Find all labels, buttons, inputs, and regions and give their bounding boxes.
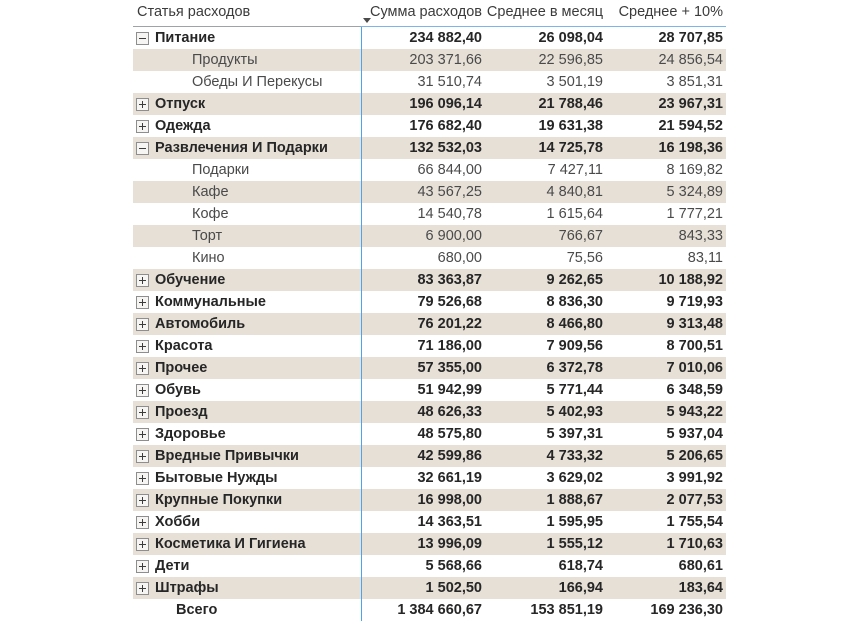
- cell-total: 48 575,80: [417, 426, 482, 442]
- plus-box-icon[interactable]: [136, 362, 149, 375]
- category-label: Обучение: [155, 272, 226, 288]
- cell-monthly-average: 3 501,19: [546, 74, 603, 90]
- cell-average-plus-10: 843,33: [678, 228, 723, 244]
- column-header-total[interactable]: [361, 0, 485, 20]
- minus-box-icon[interactable]: [136, 142, 149, 155]
- table-row[interactable]: [133, 181, 726, 203]
- cell-monthly-average: 1 888,67: [546, 492, 603, 508]
- cell-total: 43 567,25: [417, 184, 482, 200]
- cell-monthly-average: 4 733,32: [546, 448, 603, 464]
- plus-box-icon[interactable]: [136, 318, 149, 331]
- cell-category: [133, 30, 361, 46]
- category-label: Кофе: [192, 206, 229, 222]
- cell-monthly-average: 21 788,46: [538, 96, 603, 112]
- table-row[interactable]: [133, 137, 726, 159]
- column-header-total-label: Сумма расходов: [369, 4, 482, 20]
- cell-average-plus-10: 1 710,63: [666, 536, 723, 552]
- cell-category: [133, 316, 361, 332]
- cell-monthly-average: 5 402,93: [546, 404, 603, 420]
- cell-total: 48 626,33: [417, 404, 482, 420]
- plus-box-icon[interactable]: [136, 274, 149, 287]
- cell-monthly-average: 1 555,12: [546, 536, 603, 552]
- table-row[interactable]: [133, 159, 726, 181]
- column-header-monthly-average-label: Среднее в месяц: [486, 4, 603, 20]
- cell-monthly-average: 7 427,11: [547, 162, 603, 178]
- category-label: Одежда: [155, 118, 211, 134]
- cell-total: 13 996,09: [417, 536, 482, 552]
- cell-category: [133, 118, 361, 134]
- cell-category: [133, 536, 361, 552]
- category-label: Обеды И Перекусы: [192, 74, 323, 90]
- table-row[interactable]: [133, 203, 726, 225]
- category-label: Хобби: [155, 514, 201, 530]
- cell-average-plus-10: 680,61: [678, 558, 723, 574]
- cell-category: [133, 52, 361, 68]
- minus-box-icon[interactable]: [136, 32, 149, 45]
- cell-category: [133, 338, 361, 354]
- cell-average-plus-10: 169 236,30: [650, 602, 723, 618]
- cell-total: 31 510,74: [417, 74, 482, 90]
- category-label: Бытовые Нужды: [155, 470, 278, 486]
- cell-total: 680,00: [437, 250, 482, 266]
- cell-total: 1 502,50: [425, 580, 482, 596]
- table-row[interactable]: [133, 555, 726, 577]
- cell-total: 57 355,00: [417, 360, 482, 376]
- cell-total: 196 096,14: [409, 96, 482, 112]
- cell-monthly-average: 5 771,44: [546, 382, 603, 398]
- cell-average-plus-10: 8 700,51: [666, 338, 723, 354]
- table-row[interactable]: [133, 489, 726, 511]
- table-row[interactable]: [133, 401, 726, 423]
- cell-total: 42 599,86: [417, 448, 482, 464]
- cell-category: [133, 74, 361, 90]
- category-label: Торт: [192, 228, 223, 244]
- category-label: Подарки: [192, 162, 250, 178]
- cell-average-plus-10: 9 313,48: [666, 316, 723, 332]
- cell-category: [133, 514, 361, 530]
- cell-total: 16 998,00: [417, 492, 482, 508]
- cell-monthly-average: 6 372,78: [546, 360, 603, 376]
- category-label: Кафе: [192, 184, 229, 200]
- cell-total: 83 363,87: [417, 272, 482, 288]
- cell-category: [133, 360, 361, 376]
- cell-average-plus-10: 8 169,82: [666, 162, 723, 178]
- cell-category: [133, 404, 361, 420]
- cell-category: [133, 448, 361, 464]
- category-label: Продукты: [192, 52, 258, 68]
- cell-average-plus-10: 10 188,92: [658, 272, 723, 288]
- cell-monthly-average: 14 725,78: [538, 140, 603, 156]
- table-row[interactable]: [133, 423, 726, 445]
- cell-category: [133, 250, 361, 266]
- table-row[interactable]: [133, 335, 726, 357]
- plus-box-icon[interactable]: [136, 538, 149, 551]
- category-label: Вредные Привычки: [155, 448, 299, 464]
- cell-average-plus-10: 83,11: [687, 250, 723, 266]
- table-row[interactable]: [133, 445, 726, 467]
- cell-category: [133, 580, 361, 596]
- cell-total: 234 882,40: [409, 30, 482, 46]
- cell-monthly-average: 4 840,81: [546, 184, 603, 200]
- category-label: Косметика И Гигиена: [155, 536, 306, 552]
- table-row[interactable]: [133, 511, 726, 533]
- table-row[interactable]: [133, 225, 726, 247]
- cell-average-plus-10: 5 943,22: [666, 404, 723, 420]
- category-label: Проезд: [155, 404, 208, 420]
- cell-total: 32 661,19: [417, 470, 482, 486]
- cell-monthly-average: 166,94: [558, 580, 603, 596]
- cell-monthly-average: 7 909,56: [546, 338, 603, 354]
- cell-category: [133, 96, 361, 112]
- cell-total: 132 532,03: [409, 140, 482, 156]
- category-label: Штрафы: [155, 580, 219, 596]
- cell-average-plus-10: 1 755,54: [666, 514, 723, 530]
- cell-total: 51 942,99: [417, 382, 482, 398]
- cell-average-plus-10: 16 198,36: [658, 140, 723, 156]
- table-row[interactable]: [133, 71, 726, 93]
- cell-average-plus-10: 6 348,59: [666, 382, 723, 398]
- cell-monthly-average: 22 596,85: [538, 52, 603, 68]
- cell-category: [133, 470, 361, 486]
- table-row[interactable]: [133, 379, 726, 401]
- category-label: Коммунальные: [155, 294, 266, 310]
- column-accent-line: [361, 27, 362, 621]
- cell-average-plus-10: 2 077,53: [666, 492, 723, 508]
- column-header-category[interactable]: [133, 0, 361, 20]
- table-row[interactable]: [133, 115, 726, 137]
- cell-total: 176 682,40: [409, 118, 482, 134]
- sort-descending-arrow-icon: [363, 18, 371, 23]
- cell-monthly-average: 3 629,02: [546, 470, 603, 486]
- category-label: Здоровье: [155, 426, 226, 442]
- plus-box-icon[interactable]: [136, 560, 149, 573]
- column-header-monthly-average[interactable]: [485, 0, 606, 20]
- table-header-row: [133, 0, 726, 26]
- table-row[interactable]: [133, 357, 726, 379]
- column-header-category-label: Статья расходов: [137, 4, 251, 20]
- category-label: Красота: [155, 338, 213, 354]
- plus-box-icon[interactable]: [136, 450, 149, 463]
- cell-average-plus-10: 23 967,31: [658, 96, 723, 112]
- cell-monthly-average: 19 631,38: [538, 118, 603, 134]
- cell-average-plus-10: 183,64: [678, 580, 723, 596]
- cell-average-plus-10: 5 206,65: [666, 448, 723, 464]
- cell-monthly-average: 8 466,80: [546, 316, 603, 332]
- cell-total: 76 201,22: [417, 316, 482, 332]
- cell-category: [133, 228, 361, 244]
- cell-category: [133, 140, 361, 156]
- cell-monthly-average: 5 397,31: [546, 426, 603, 442]
- cell-average-plus-10: 3 991,92: [666, 470, 723, 486]
- plus-box-icon[interactable]: [136, 384, 149, 397]
- category-label: Всего: [176, 602, 218, 618]
- cell-total: 66 844,00: [417, 162, 482, 178]
- cell-monthly-average: 618,74: [558, 558, 603, 574]
- table-row[interactable]: [133, 27, 726, 49]
- cell-monthly-average: 153 851,19: [530, 602, 603, 618]
- cell-average-plus-10: 24 856,54: [658, 52, 723, 68]
- cell-monthly-average: 1 615,64: [546, 206, 603, 222]
- cell-average-plus-10: 9 719,93: [666, 294, 723, 310]
- cell-monthly-average: 1 595,95: [546, 514, 603, 530]
- cell-average-plus-10: 5 324,89: [666, 184, 723, 200]
- cell-category: [133, 162, 361, 178]
- column-header-average-plus-10-label: Среднее + 10%: [618, 4, 723, 20]
- cell-category: [133, 492, 361, 508]
- cell-category: [133, 294, 361, 310]
- cell-category: [133, 184, 361, 200]
- plus-box-icon[interactable]: [136, 472, 149, 485]
- cell-total: 14 540,78: [417, 206, 482, 222]
- table-row[interactable]: [133, 247, 726, 269]
- cell-average-plus-10: 21 594,52: [658, 118, 723, 134]
- category-label: Кино: [192, 250, 225, 266]
- pivot-table: [133, 0, 726, 621]
- category-label: Автомобиль: [155, 316, 246, 332]
- cell-category: [133, 272, 361, 288]
- plus-box-icon[interactable]: [136, 120, 149, 133]
- cell-average-plus-10: 3 851,31: [666, 74, 723, 90]
- cell-average-plus-10: 28 707,85: [658, 30, 723, 46]
- cell-total: 14 363,51: [417, 514, 482, 530]
- cell-monthly-average: 75,56: [566, 250, 603, 266]
- plus-box-icon[interactable]: [136, 406, 149, 419]
- cell-total: 203 371,66: [409, 52, 482, 68]
- table-row[interactable]: [133, 49, 726, 71]
- plus-box-icon[interactable]: [136, 516, 149, 529]
- category-label: Крупные Покупки: [155, 492, 283, 508]
- table-row[interactable]: [133, 269, 726, 291]
- plus-box-icon[interactable]: [136, 494, 149, 507]
- cell-category: [133, 206, 361, 222]
- cell-monthly-average: 8 836,30: [546, 294, 603, 310]
- cell-monthly-average: 26 098,04: [538, 30, 603, 46]
- cell-category: [133, 602, 361, 618]
- table-row[interactable]: [133, 291, 726, 313]
- table-row[interactable]: [133, 577, 726, 599]
- plus-box-icon[interactable]: [136, 98, 149, 111]
- plus-box-icon[interactable]: [136, 296, 149, 309]
- cell-monthly-average: 766,67: [558, 228, 603, 244]
- category-label: Питание: [155, 30, 216, 46]
- category-label: Отпуск: [155, 96, 206, 112]
- plus-box-icon[interactable]: [136, 340, 149, 353]
- table-row[interactable]: [133, 533, 726, 555]
- cell-total: 79 526,68: [417, 294, 482, 310]
- cell-total: 6 900,00: [425, 228, 482, 244]
- table-row[interactable]: [133, 93, 726, 115]
- cell-average-plus-10: 1 777,21: [666, 206, 723, 222]
- table-row[interactable]: [133, 313, 726, 335]
- cell-total: 5 568,66: [425, 558, 482, 574]
- cell-total: 1 384 660,67: [397, 602, 482, 618]
- category-label: Обувь: [155, 382, 201, 398]
- cell-category: [133, 426, 361, 442]
- column-header-average-plus-10[interactable]: [606, 0, 726, 20]
- plus-box-icon[interactable]: [136, 582, 149, 595]
- cell-total: 71 186,00: [417, 338, 482, 354]
- table-body: [133, 27, 726, 621]
- plus-box-icon[interactable]: [136, 428, 149, 441]
- cell-average-plus-10: 5 937,04: [666, 426, 723, 442]
- cell-category: [133, 558, 361, 574]
- category-label: Дети: [155, 558, 190, 574]
- category-label: Развлечения И Подарки: [155, 140, 328, 156]
- category-label: Прочее: [155, 360, 208, 376]
- table-row[interactable]: [133, 467, 726, 489]
- cell-average-plus-10: 7 010,06: [666, 360, 723, 376]
- cell-category: [133, 382, 361, 398]
- table-row[interactable]: [133, 599, 726, 621]
- cell-monthly-average: 9 262,65: [546, 272, 603, 288]
